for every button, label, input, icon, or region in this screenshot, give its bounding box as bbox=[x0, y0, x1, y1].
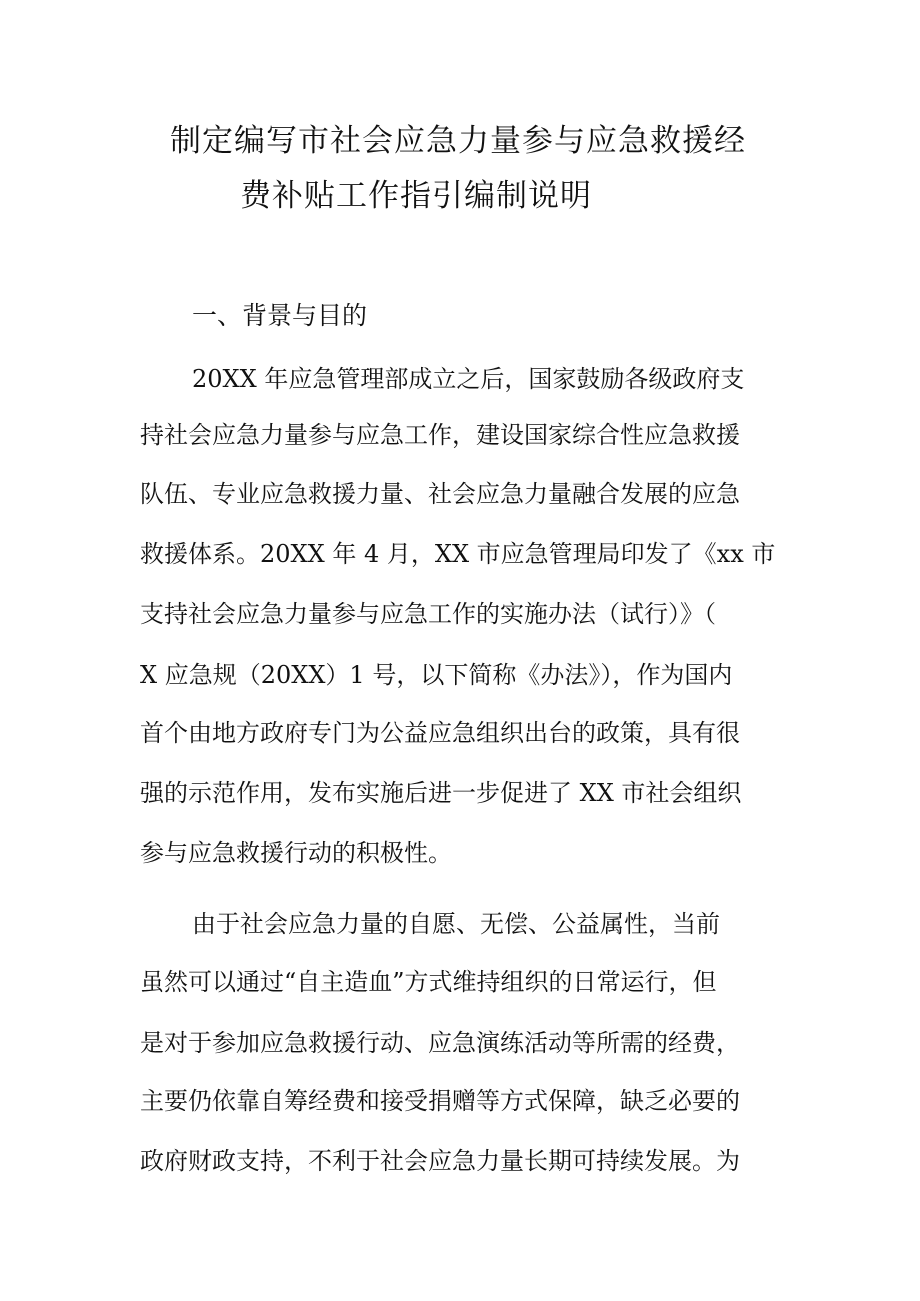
paragraph-line: 虽然可以通过“自主造血”方式维持组织的日常运行，但 bbox=[140, 968, 717, 996]
paragraph-line: 由于社会应急力量的自愿、无偿、公益属性，当前 bbox=[192, 910, 720, 938]
paragraph-line: 救援体系。20XX 年 4 月，XX 市应急管理局印发了《xx 市 bbox=[140, 540, 776, 568]
document-title-line-2: 费补贴工作指引编制说明 bbox=[240, 178, 592, 214]
paragraph-line: X 应急规（20XX）1 号，以下简称《办法》），作为国内 bbox=[140, 661, 733, 689]
section-heading: 一、背景与目的 bbox=[192, 301, 368, 330]
paragraph-line: 参与应急救援行动的积极性。 bbox=[140, 839, 452, 867]
paragraph-line: 20XX 年应急管理部成立之后，国家鼓励各级政府支 bbox=[192, 365, 745, 393]
paragraph-line: 支持社会应急力量参与应急工作的实施办法（试行）》（ bbox=[140, 600, 716, 628]
document-title-line-1: 制定编写市社会应急力量参与应急救援经 bbox=[170, 123, 746, 159]
paragraph-line: 政府财政支持，不利于社会应急力量长期可持续发展。为 bbox=[140, 1147, 740, 1175]
paragraph-line: 强的示范作用，发布实施后进一步促进了 XX 市社会组织 bbox=[140, 779, 742, 807]
paragraph-line: 队伍、专业应急救援力量、社会应急力量融合发展的应急 bbox=[140, 480, 740, 508]
paragraph-line: 是对于参加应急救援行动、应急演练活动等所需的经费， bbox=[140, 1029, 740, 1057]
paragraph-line: 持社会应急力量参与应急工作，建设国家综合性应急救援 bbox=[140, 421, 740, 449]
paragraph-line: 首个由地方政府专门为公益应急组织出台的政策，具有很 bbox=[140, 719, 740, 747]
paragraph-line: 主要仍依靠自筹经费和接受捐赠等方式保障，缺乏必要的 bbox=[140, 1087, 740, 1115]
